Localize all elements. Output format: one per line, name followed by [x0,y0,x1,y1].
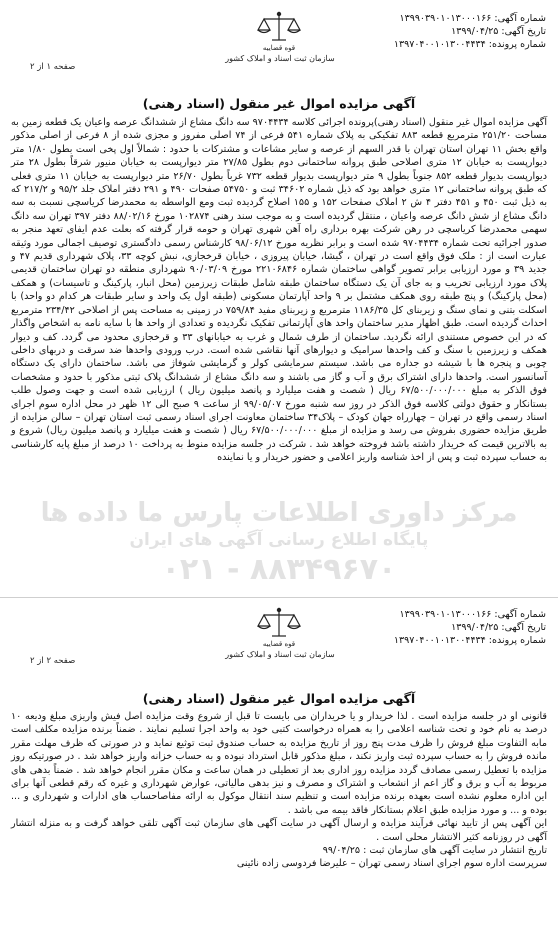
org-caption: سازمان ثبت اسناد و املاک کشور [225,650,335,659]
notice-number: شماره آگهی: ۱۳۹۹۰۳۹۰۱۰۱۳۰۰۰۱۶۶ [399,609,546,620]
org-caption: سازمان ثبت اسناد و املاک کشور [225,54,335,63]
judiciary-emblem-icon [252,10,306,52]
svg-text:قوه قضاییه: قوه قضاییه [262,640,296,648]
notice-date: تاریخ آگهی: ۱۳۹۹/۰۴/۲۵ [451,622,546,633]
signature-line: سرپرست اداره سوم اجرای اسناد رسمی تهران – علیرضا فردوسی زاده نائینی [236,858,547,870]
notice-date: تاریخ آگهی: ۱۳۹۹/۰۴/۲۵ [451,26,546,37]
body-paragraph: آگهی مزایده اموال غیر منقول (اسناد رهنی)پرونده اجرائی کلاسه ۹۷۰۴۴۳۴ سه دانگ مشاع از ششدانگ عرصه واعیان یک قطعه زمین به مساحت ۲۵۱/۲۰ مترمربع قطعه ۸۸۳ تفکیکی به پلاک شماره ۵۴۱ فرعی از ۷۴ اصلی مفروز و مجزی شده از ۸ فرعی از اصلی مذکور واقع بخش ۱۱ تهران استان تهران با قدر السهم از عرصه و سایر مشاعات و مشترکات با حدود : شمالاً اول پخی است بطول ۱/۸۰ متر دیوارپست به خیابان ۱۲ متری اصلاحی طبق پروانه ساختمانی دوم بطول ۲۷/۸۵ متر دیوارپست به خیابان منیور شرقاً بطول ۲۸ متر دیوارپست بدیوار قطعه ۸۵۲ جنوباً بطول ۹ متر دیوارپست بدیوار قطعه ۷۳۲ غرباً بطول ۲۶/۷۰ متر دیوارپست به خیابان ۱۱ متری فعلی که طبق پروانه ساختمانی ۱۲ متری خواهد بود که ذیل شماره ۳۴۶۰۲ ثبت و ۵۴۷۵۰ صفحات ۴۹۰ و ۲۹۱ دفتر املاک جلد ۹۵/۲ و ۲۱۷/۲ که به ذیل ثبت ۴۵۰ و ۴۵۱ دفتر ۴ ش ۲ املاک صفحات ۱۵۲ و ۱۵۵ اصلاح گردیده ثبت ومع الواسطه به محمدرضا کریاسچی نسبت به سه دانگ مشاع از شش دانگ عرصه واعیان ، منتقل گردیده است و به موجب سند رهنی ۱۰۲۸۷۴ مورخ ۸۸/۰۲/۱۶ دفتر ۳۹۷ تهران سه دانگ سهمی محمدرضا کریاسچی در رهن شرکت بهره برداری راه آهن شهری تهران و حومه قرار گرفته که بعلت عدم ایفای تعهد منجر به صدور اجرائیه تحت شماره ۹۷۰۴۴۳۴ شده است و برابر نظریه مورخ ۹۸/۰۶/۱۲ کارشناس رسمی دادگستری توصیف اجمالی مورد وثیقه عبارت است از : ملک فوق واقع است در تهران ، گیشا، خیابان پیروزی ، خیابان قرخجازی، نبش کوچه ۳۳، پلاک شهرداری قدیم ۴۷ و جدید ۳۹ و مورد ارزیابی برابر تصویر گواهی ساختمان شماره ۲۲۱۰۶۸۴۶ مورخ ۹۰/۰۳/۰۹ شهرداری منطقه دو تهران ساختمان قدیمی پلاک مورد ارزیابی تخریب و به جای آن یک دستگاه ساختمان طبقه شامل طبقات زیرزمین (محل انبار، پارکینگ و تاسیسات) و همکف (محل پارکینگ) و پنج طبقه روی همکف مشتمل بر ۹ واحد آپارتمان مسکونی (طبقه اول یک واحد و سایر طبقات هر کدام دو واحد) با اسکلت بتنی و نمای سنگ و زیربنای کل ۱۱۸۶/۳۵ مترمربع و زیربنای مفید ۷۵۹/۸۴ در زمینی به مساحت پس از اصلاحی ۲۳۴/۴۲ مترمربع احداث گردیده است. طبق اظهار مدیر ساختمان واحد های آپارتمانی تفکیک نگردیده و تعدادی از واحد ها با سایه نامه به اشخاص واگذار که در این خصوص مستندی ارائه نگردید. ساختمان از طرف شمال و غرب به خیابانهای ۳۳ و قرخجازی محدود می گردد. کف و دیوار همکف و زیرزمین با سنگ و کف واحدها سرامیک و دیوارهای آنها نقاشی شده است. درب ورودی واحدها ضد سرقت و دربهای داخلی چوبی و پنجره ها با شیشه دو جداره می باشد. سیستم سرمایشی کولر و گرمایشی شوفاژ می باشد. ساختمان دارای یک دستگاه آسانسور است. واحدها دارای اشتراک برق و آب و گاز می باشند و سه دانگ مشاع از ششدانگ پلاک ثبتی مذکور با حدود و مشخصات فوق الذکر به مبلغ ۶۷/۵۰۰/۰۰۰/۰۰۰ ریال ( شصت و هفت میلیارد و پانصد میلیون ریال ) ارزیابی شده است و جهت وصول طلب بستانکار و حقوق دولتی کلاسه فوق الذکر در روز سه شنبه مورخ ۹۹/۰۵/۰۷ از ساعت ۹ صبح الی ۱۲ ظهر در محل اداره سوم اجرای اسناد رسمی واقع در تهران – چهارراه جهان کودک – پلاک۳۴ ساختمان معاونت اجرای اسناد رسمی ثبت استان تهران – سالن مزایده از طریق مزایده حضوری بفروش می رسد و مزایده از مبلغ ۶۷/۵۰۰/۰۰۰/۰۰۰ ریال ( شصت و هفت میلیارد و پانصد میلیون ریال) شروع و به بالاترین قیمت که خریدار داشته باشد فروخته خواهد شد . شرکت در جلسه مزایده منوط به پرداخت ۱۰ درصد از مبلغ پایه کارشناسی به حساب سپرده ثبت و پس از اخذ شناسه واریز اعلامی و حضور خریدار و یا نماینده [11,117,548,464]
body-paragraph: تاریخ انتشار در سایت آگهی های سازمان ثبت : ۹۹/۰۴/۲۵ [322,845,547,857]
body-paragraph: قانونی او در جلسه مزایده است . لذا خریدار و یا خریداران می بایست تا قبل از شروع وقت مزایده اصل فیش واریزی مبلغ ودیعه ۱۰ درصد به نام خود و تحت شناسه اعلامی را به همراه درخواست کتبی خود به واحد اجرا تسلیم نمایند . ضمناً برنده مزایده مکلف است مابه التفاوت مبلغ فروش را ظرف مدت پنج روز از تاریخ مزایده به حساب صندوق ثبت توثیع نماید و در صورتی که ظرف مهلت مقرر مانده فروش را به حساب سپرده ثبت واریز نکند ، مبلغ مذکور قابل استرداد نبوده و به حساب خزانه واریز خواهد شد . در صورتیکه روز مزایده با تعطیل رسمی مصادف گردد مزایده روز اداری بعد از تعطیلی در همان ساعت و مکان مقرر انجام خواهد شد . ضمناً بدهی های مربوط به آب و برق و گاز اعم از انشعاب و اشتراک و مصرف و نیز بدهی مالیاتی، عوارض شهرداری و غیره که رقم قطعی آنها برای این اداره معلوم نشده است بعهده برنده مزایده است و تنظیم سند انتقال موکول به ارائه مفاصاحساب های ادارات و شهرداری و ... بوده و ... و مورد مزایده طبق اعلام بستانکار فاقد بیمه می باشد . [11,711,547,816]
watermark-line-1: مرکز داوری اطلاعات پارس ما داده ها [40,498,518,528]
notice-title: آگهی مزایده اموال غیر منقول (اسناد رهنی) [142,96,416,111]
svg-text:قوه قضاییه: قوه قضاییه [262,44,296,52]
file-number: شماره پرونده: ۱۳۹۷۰۴۰۰۱۰۱۳۰۰۴۴۳۴ [393,635,546,646]
file-number: شماره پرونده: ۱۳۹۷۰۴۰۰۱۰۱۳۰۰۴۴۳۴ [393,39,546,50]
notice-body [11,710,547,871]
notice-section-2 [0,598,558,946]
notice-body [11,116,547,465]
notice-number: شماره آگهی: ۱۳۹۹۰۳۹۰۱۰۱۳۰۰۰۱۶۶ [399,13,546,24]
body-paragraph: این آگهی پس از تایید نهائی فرآیند مزایده و ارسال آگهی در سایت آگهی های سازمان ثبت آگهی تلقی خواهد گرفت و به منزله انتشار آگهی در روزنامه کثیر الانتشار محلی است . [11,818,547,843]
notice-title: آگهی مزایده اموال غیر منقول (اسناد رهنی) [142,691,416,706]
page-label: صفحه ۱ از ۲ [30,62,76,72]
notice-meta [394,12,546,51]
notice-meta [394,608,546,647]
judiciary-emblem-icon [252,606,306,648]
watermark-line-2: پایگاه اطلاع رسانی آگهی های ایران [129,530,429,550]
page-label: صفحه ۲ از ۲ [30,656,76,666]
watermark-phone: ۰۲۱ - ۸۸۳۴۹۶۷۰ [161,552,397,587]
